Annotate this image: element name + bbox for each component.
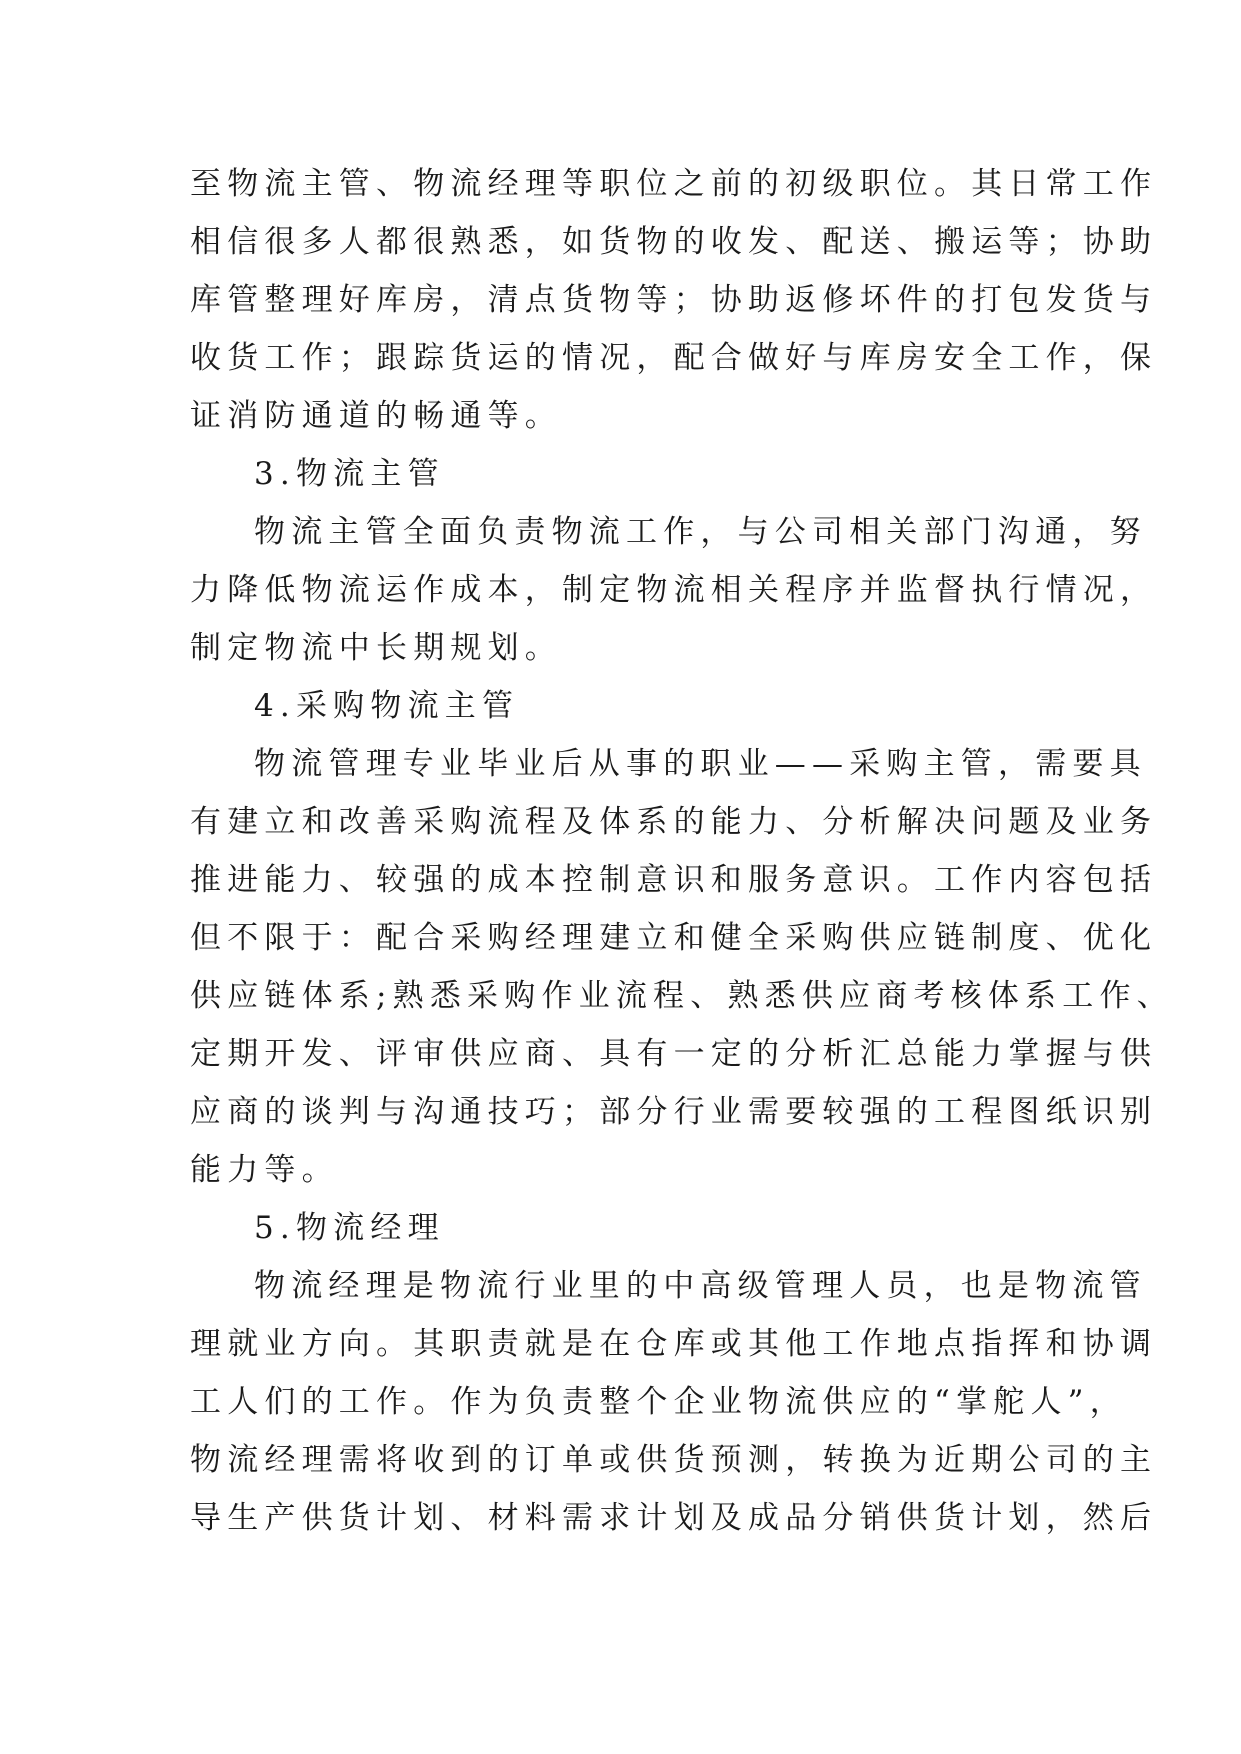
- paragraph-line: 能力等。: [190, 1152, 339, 1188]
- paragraph-line: 证消防通道的畅通等。: [190, 398, 562, 434]
- paragraph-line: 理就业方向。其职责就是在仓库或其他工作地点指挥和协调: [190, 1326, 1158, 1362]
- section-heading: 3.物流主管: [254, 456, 445, 492]
- paragraph-line: 库管整理好库房，清点货物等；协助返修坏件的打包发货与: [190, 282, 1158, 318]
- paragraph-line: 物流经理需将收到的订单或供货预测，转换为近期公司的主: [190, 1442, 1158, 1478]
- paragraph-line: 推进能力、较强的成本控制意识和服务意识。工作内容包括: [190, 862, 1158, 898]
- section-heading: 4.采购物流主管: [254, 688, 520, 724]
- paragraph-line: 物流经理是物流行业里的中高级管理人员，也是物流管: [254, 1268, 1147, 1304]
- paragraph-line: 定期开发、评审供应商、具有一定的分析汇总能力掌握与供: [190, 1036, 1158, 1072]
- paragraph-line: 物流主管全面负责物流工作，与公司相关部门沟通，努: [254, 514, 1147, 550]
- document-body: [190, 155, 1174, 1547]
- paragraph-line: 应商的谈判与沟通技巧；部分行业需要较强的工程图纸识别: [190, 1094, 1158, 1130]
- paragraph-line: 导生产供货计划、材料需求计划及成品分销供货计划，然后: [190, 1500, 1158, 1536]
- paragraph-line: 工人们的工作。作为负责整个企业物流供应的“掌舵人”，: [190, 1384, 1127, 1420]
- paragraph-line: 制定物流中长期规划。: [190, 630, 562, 666]
- paragraph-line: 物流管理专业毕业后从事的职业——采购主管，需要具: [254, 746, 1147, 782]
- paragraph-line: 有建立和改善采购流程及体系的能力、分析解决问题及业务: [190, 804, 1158, 840]
- paragraph-line: 收货工作；跟踪货运的情况，配合做好与库房安全工作，保: [190, 340, 1158, 376]
- paragraph-line: 相信很多人都很熟悉，如货物的收发、配送、搬运等；协助: [190, 224, 1158, 260]
- paragraph-line: 力降低物流运作成本，制定物流相关程序并监督执行情况，: [190, 572, 1158, 608]
- paragraph-line: 但不限于：配合采购经理建立和健全采购供应链制度、优化: [190, 920, 1158, 956]
- paragraph-line: 至物流主管、物流经理等职位之前的初级职位。其日常工作: [190, 166, 1158, 202]
- paragraph-line: 供应链体系;熟悉采购作业流程、熟悉供应商考核体系工作、: [190, 978, 1174, 1014]
- section-heading: 5.物流经理: [254, 1210, 445, 1246]
